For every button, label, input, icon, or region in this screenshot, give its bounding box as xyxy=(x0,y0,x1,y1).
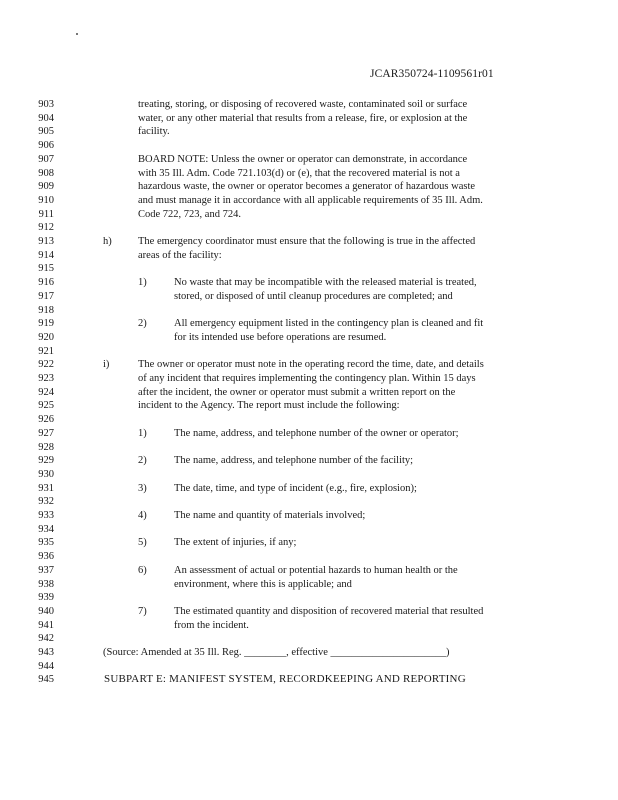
source-note: (Source: Amended at 35 Ill. Reg. ________, effective ______________________) xyxy=(103,647,450,658)
line-number: 928 xyxy=(38,441,54,453)
line-number: 918 xyxy=(38,304,54,316)
line-number: 917 xyxy=(38,290,54,302)
line-number: 944 xyxy=(38,660,54,672)
line-number: 935 xyxy=(38,537,54,549)
board-note-line: with 35 Ill. Adm. Code 721.103(d) or (e), that the recovered material is not a xyxy=(138,167,460,179)
board-note-line: and must manage it in accordance with all applicable requirements of 35 Ill. Adm. xyxy=(138,194,483,206)
subpart-heading: SUBPART E: MANIFEST SYSTEM, RECORDKEEPING AND REPORTING xyxy=(104,673,466,686)
line-number: 924 xyxy=(38,386,54,398)
line-number: 915 xyxy=(38,263,54,275)
line-number: 906 xyxy=(38,140,54,152)
line-number: 908 xyxy=(38,167,54,179)
line-number: 931 xyxy=(38,482,54,494)
line-number: 934 xyxy=(38,523,54,535)
line-number: 929 xyxy=(38,455,54,467)
line-number: 913 xyxy=(38,236,54,247)
item-text-line: from the incident. xyxy=(174,619,249,631)
body-text-line: treating, storing, or disposing of recovered waste, contaminated soil or surface xyxy=(138,99,468,110)
subsection-label-i: i) xyxy=(103,359,110,371)
line-number: 922 xyxy=(38,359,54,371)
line-number: 911 xyxy=(38,208,54,220)
line-number: 921 xyxy=(38,345,54,357)
line-number: 930 xyxy=(38,468,54,480)
body-text-line: of any incident that requires implementing the contingency plan. Within 15 days xyxy=(138,373,476,384)
line-number: 938 xyxy=(38,578,54,590)
line-number: 909 xyxy=(38,181,54,193)
body-text-line: The owner or operator must note in the operating record the time, date, and details xyxy=(138,359,484,371)
item-label: 2) xyxy=(138,455,147,467)
subsection-label-h: h) xyxy=(103,236,112,247)
item-text-line: The name and quantity of materials involved; xyxy=(174,510,366,521)
line-number: 941 xyxy=(38,619,54,631)
item-text-line: for its intended use before operations are resumed. xyxy=(174,331,387,343)
line-number: 927 xyxy=(38,427,54,439)
item-text-line: The date, time, and type of incident (e.g., fire, explosion); xyxy=(174,482,417,494)
line-number: 945 xyxy=(38,674,54,686)
scan-speck xyxy=(76,33,78,35)
body-text-line: facility. xyxy=(138,126,170,138)
item-label: 1) xyxy=(138,277,147,289)
body-text-line: after the incident, the owner or operator must submit a written report on the xyxy=(138,386,456,398)
item-text-line: The name, address, and telephone number of the owner or operator; xyxy=(174,427,459,439)
item-text-line: An assessment of actual or potential hazards to human health or the xyxy=(174,564,458,576)
line-number: 919 xyxy=(38,318,54,330)
line-number: 904 xyxy=(38,112,54,124)
line-number: 923 xyxy=(38,373,54,384)
line-number: 920 xyxy=(38,331,54,343)
line-number: 907 xyxy=(38,153,54,165)
item-text-line: All emergency equipment listed in the contingency plan is cleaned and fit xyxy=(174,318,484,330)
line-number: 943 xyxy=(38,647,54,658)
item-label: 2) xyxy=(138,318,147,330)
line-number: 903 xyxy=(38,99,54,110)
item-label: 4) xyxy=(138,510,147,521)
line-number: 940 xyxy=(38,605,54,617)
item-label: 7) xyxy=(138,605,147,617)
item-label: 1) xyxy=(138,427,147,439)
line-number: 925 xyxy=(38,400,54,412)
document-id-header: JCAR350724-1109561r01 xyxy=(370,68,494,80)
board-note-line: hazardous waste, the owner or operator becomes a generator of hazardous waste xyxy=(138,181,476,193)
line-number: 910 xyxy=(38,194,54,206)
board-note-line: Code 722, 723, and 724. xyxy=(138,208,241,220)
line-number: 914 xyxy=(38,249,54,261)
line-number: 926 xyxy=(38,414,54,426)
item-text-line: environment, where this is applicable; and xyxy=(174,578,352,590)
item-text-line: The estimated quantity and disposition of recovered material that resulted xyxy=(174,605,484,617)
line-number: 916 xyxy=(38,277,54,289)
line-number: 937 xyxy=(38,564,54,576)
item-text-line: stored, or disposed of until cleanup procedures are completed; and xyxy=(174,290,453,302)
line-number: 933 xyxy=(38,510,54,521)
line-number: 942 xyxy=(38,633,54,645)
body-text-line: The emergency coordinator must ensure that the following is true in the affected xyxy=(138,236,476,247)
item-label: 5) xyxy=(138,537,147,549)
body-text-line: water, or any other material that results from a release, fire, or explosion at the xyxy=(138,112,468,124)
line-number: 912 xyxy=(38,222,54,234)
body-text-line: areas of the facility: xyxy=(138,249,222,261)
line-number: 932 xyxy=(38,496,54,508)
line-number: 939 xyxy=(38,592,54,604)
line-number: 936 xyxy=(38,551,54,563)
item-text-line: No waste that may be incompatible with the released material is treated, xyxy=(174,277,477,289)
item-label: 6) xyxy=(138,564,147,576)
line-number: 905 xyxy=(38,126,54,138)
board-note-line: BOARD NOTE: Unless the owner or operator can demonstrate, in accordance xyxy=(138,153,468,165)
body-text-line: incident to the Agency. The report must include the following: xyxy=(138,400,400,412)
item-text-line: The name, address, and telephone number of the facility; xyxy=(174,455,414,467)
item-text-line: The extent of injuries, if any; xyxy=(174,537,297,549)
item-label: 3) xyxy=(138,482,147,494)
